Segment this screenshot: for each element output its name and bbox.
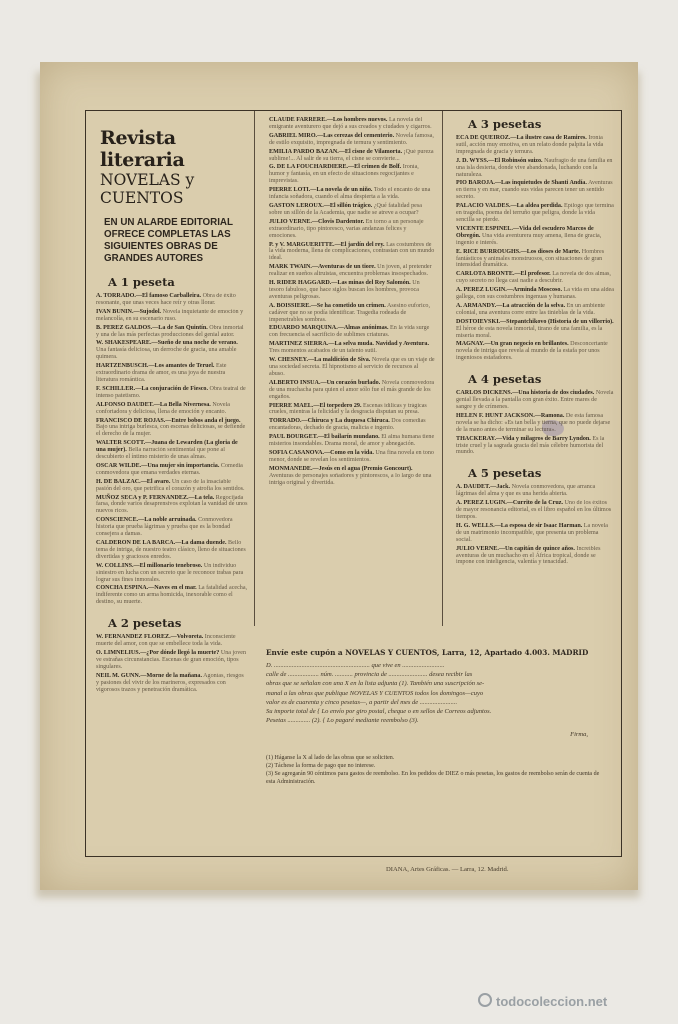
book-description: Un individuo siniestro en lucha con un secreto que le reconoce trabas para lograr sus fines inmorales. — [96, 562, 244, 583]
book-entry — [269, 418, 435, 432]
book-title: P. y V. MARGUERITTE.—El jardín del rey. — [269, 241, 385, 248]
book-description: Una fantasía deliciosa, un derroche de gracia, una amable quimera. — [96, 347, 237, 361]
book-description: Novela conmovedora de una muchacha para quien el amor sólo fue el más grande de los engaños. — [269, 379, 435, 400]
book-entry — [456, 180, 614, 201]
book-title: A. ARMANDY.—La atracción de la selva. — [456, 302, 566, 309]
book-entry — [269, 264, 435, 278]
book-title: PIERRE MAEL.—El torpedero 29. — [269, 402, 362, 409]
book-description: La novela de dos almas, cuyo secreto no llega casi nadie a descubrir. — [456, 271, 611, 285]
book-entry — [269, 117, 435, 131]
book-entry — [269, 242, 435, 263]
book-description: Bello tema de intriga, de nuestro teatro clásico, lleno de situaciones divertidas y graciosos enredos. — [96, 540, 246, 560]
book-entry — [456, 546, 614, 567]
book-description: Un tesoro fabuloso, que hace siglos buscan los hombres, provoca aventuras peligrosas. — [269, 280, 420, 300]
book-list-1 — [96, 293, 248, 606]
book-entry — [96, 402, 248, 416]
book-title: A. BOISSIERE.—Se ha cometido un crimen. — [269, 302, 386, 309]
price-heading-4: A 4 pesetas — [468, 372, 542, 387]
book-entry — [269, 341, 435, 355]
book-entry — [96, 418, 248, 439]
book-entry — [269, 164, 435, 185]
book-description: Novela que es un viaje de una sociedad secreta. El hipnotismo al servicio de recursos al abuso. — [269, 357, 435, 377]
book-title: W. COLLINS.—El millonario tenebroso. — [96, 562, 203, 569]
book-title: W. SHAKESPEARE.—Sueño de una noche de verano. — [96, 340, 238, 347]
printer-imprint: DIANA, Artes Gráficas. — Larra, 12. Madrid. — [386, 866, 509, 873]
book-entry — [96, 463, 248, 477]
book-entry — [269, 380, 435, 401]
book-entry — [456, 341, 614, 362]
book-title: CONCHA ESPINA.—Naves en el mar. — [96, 585, 197, 592]
book-title: EDUARDO MARQUINA.—Almas anónimas. — [269, 325, 389, 332]
price-heading-5: A 5 pesetas — [468, 466, 542, 481]
book-entry — [269, 219, 435, 240]
book-title: NEIL M. GUNN.—Morne de la mañana. — [96, 672, 202, 679]
book-description: Un joven, al pretender realizar en sueños altruistas, encuentra problemas insospechados. — [269, 264, 432, 278]
book-description: Asesino euforico, cadáver que no se podía identificar. Tragedia rodeada de impenetrables sombras. — [269, 302, 430, 323]
book-entry — [456, 271, 614, 285]
book-entry — [269, 203, 435, 217]
price-heading-1: A 1 peseta — [108, 275, 175, 289]
book-entry — [456, 484, 614, 498]
book-description: ¿Qué fatalidad pesa sobre un sillón de la Academia, que nadie se atreve a ocupar? — [269, 202, 422, 216]
book-entry — [269, 466, 435, 487]
book-title: OSCAR WILDE.—Una mujer sin importancia. — [96, 462, 220, 469]
book-description: Una joven ve estrañas circunstancias. Escenas de gran emoción, tipos singulares. — [96, 649, 247, 670]
book-entry — [269, 303, 435, 324]
book-title: PIERRE LOTI.—La novela de un niño. — [269, 187, 373, 194]
coupon-line-3: obras que se señalan con una X en la lista adjunta (1). También una suscripción se- — [266, 680, 485, 688]
book-title: F. SCHILLER.—La conjuración de Fiesco. — [96, 385, 209, 392]
magazine-back-cover — [40, 62, 638, 890]
book-entry — [96, 563, 248, 584]
watermark: todocoleccion.net — [496, 994, 608, 1009]
book-description: Comedia conmovedora que emana verdades eternas. — [96, 462, 243, 476]
book-title: WALTER SCOTT.—Juana de Lewarden (La gloria de una mujer). — [96, 440, 238, 454]
book-description: Tres momentos acabados de un talento sutil. — [269, 348, 377, 355]
book-title: THACKERAY.—Vida y milagros de Barry Lyndon. — [456, 435, 591, 442]
book-title: HELEN F. HUNT JACKSON.—Ramona. — [456, 412, 565, 419]
book-description: Un caso de la insaciable pasión del oro, que petrifica el corazón y atrofia los sentidos. — [96, 478, 245, 492]
column-divider-2 — [442, 111, 443, 626]
book-entry — [96, 479, 248, 493]
book-entry — [269, 450, 435, 464]
book-title: A. TORRADO.—El famoso Carballeira. — [96, 293, 202, 299]
book-entry — [456, 523, 614, 544]
book-description: En un ambiente colonial, una aventura corre entre las tinieblas de la vida. — [456, 302, 605, 316]
book-description: Novela famosa, de estilo exquisito, impregnada de ternura y sentimiento. — [269, 132, 434, 146]
book-description: De esta famosa novela se ha dicho: «Es tan bella y tierna, que no puede dejarse de la mano antes de terminar su lectura». — [456, 412, 611, 433]
magazine-title: Revista literaria — [100, 127, 185, 171]
coupon-note-2: (2) Táchese la forma de pago que no interese. — [266, 763, 376, 770]
book-title: VICENTE ESPINEL.—Vida del escudero Marcos de Obregón. — [456, 225, 594, 239]
book-title: GABRIEL MIRO.—Las cerezas del cementerio. — [269, 132, 395, 139]
book-description: Naufragio de una familia en una isla desierta, donde vive abandonada, luchando con la naturaleza. — [456, 157, 613, 178]
book-title: MARK TWAIN.—Aventuras de un tiore. — [269, 264, 376, 271]
book-title: TORRADO.—Chiruca y La duquesa Chiruca. — [269, 418, 390, 425]
book-title: A. PEREZ LUGIN.—Arminda Moscoso. — [456, 287, 562, 294]
book-title: E. RICE BURROUGHS.—Los dioses de Marte. — [456, 248, 581, 255]
book-entry — [269, 149, 435, 163]
book-entry — [456, 158, 614, 179]
book-entry — [96, 340, 248, 361]
book-description: Novela conmovedora, que arranca lágrimas del alma y que es una herida abierta. — [456, 484, 596, 498]
column-1 — [86, 111, 252, 856]
book-description: Ironía sutil, acción muy emotiva, en un relato donde palpita la vida impregnada de gracia y ternura. — [456, 135, 604, 155]
book-description: La novela de un matrimonio incompatible, que presenta un problema social. — [456, 522, 608, 543]
book-description: Novela genial llevada a la pantalla con gran éxito. Entre mares de sangre y de crímenes. — [456, 390, 614, 410]
book-description: Conmovedora historia que prueba lágrimas y prueba que es la bondad consejera a damas. — [96, 517, 233, 538]
book-title: ECA DE QUEIROZ.—La ilustre casa de Ramires. — [456, 135, 587, 141]
coupon-note-3: (3) Se agregarán 90 céntimos para gastos de reembolso. En los pedidos de DIEZ o más pesetas, los gastos de reembolso serán de cuenta de esta Administración. — [266, 771, 600, 786]
book-title: H. RIDER HAGGARD.—Las minas del Rey Salomón. — [269, 280, 411, 287]
book-entry — [456, 249, 614, 270]
book-title: DOSTOIEVSKI.—Stepantchikovo (Historia de un villorrio). — [456, 318, 614, 325]
book-description: Aventuras de personajes soñadores y pintorescos, a lo largo de una intriga original y divertida. — [269, 472, 432, 486]
book-entry — [269, 133, 435, 147]
column-divider-1 — [254, 111, 255, 626]
book-entry — [456, 226, 614, 247]
book-list-5 — [456, 484, 614, 566]
coupon-line-1: D. ........................................................... que vive en .......................... — [266, 662, 445, 669]
book-description: Es la triste cruel y la sagrada gracia del más célebre humorista del mundo. — [456, 435, 605, 456]
book-title: JULIO VERNE.—Clovis Dardentor. — [269, 218, 365, 225]
book-description: Una fina novela en tono menor, donde se revelan los sentimientos. — [269, 449, 434, 463]
book-title: J. D. WYSS.—El Robinsón suizo. — [456, 157, 543, 164]
book-title: PALACIO VALDES.—La aldea perdida. — [456, 203, 563, 210]
book-title: O. LIMNELIUS.—¿Por dónde llegó la muerte? — [96, 649, 220, 656]
book-title: CARLOS DICKENS.—Una historia de dos ciudades. — [456, 390, 595, 397]
book-title: A. DAUDET.—Jack. — [456, 484, 511, 491]
column-2 — [259, 111, 439, 626]
book-title: CONSCIENCE.—La noble arruinada. — [96, 517, 197, 524]
book-description: Este extraordinario drama de amor, es una joya de nuestra literatura romántica. — [96, 363, 227, 383]
book-entry — [96, 673, 248, 694]
book-description: Desconcertante novela de intriga que revela al mundo de la estafa por unos ingeniosos estafadores. — [456, 341, 608, 362]
coupon-line-2: calle de ................... núm. ........... provincia de ........................ desea recibir las — [266, 671, 473, 679]
book-description: Las costumbres de la vida moderna, llena de complicaciones, contrastan con un mundo ideal. — [269, 241, 435, 262]
book-description: El héroe de esta novela inmortal, tirano de una familia, es la miseria moral. — [456, 325, 603, 339]
book-description: Una vida aventurera muy amena, llena de gracia, ingenio e interés. — [456, 232, 602, 246]
book-title: EMILIA PARDO BAZAN.—El cisne de Vilamorta. — [269, 148, 403, 155]
book-entry — [456, 287, 614, 301]
book-entry — [96, 293, 248, 307]
book-title: IVAN BUNIN.—Sujodol. — [96, 308, 162, 315]
book-description: Inconsciente muerte del amor, con que se embellece toda la vida. — [96, 634, 236, 648]
book-description: Bajo una intriga burlesca, con escenas deliciosas, se defiende el derecho de la mujer. — [96, 424, 246, 438]
coupon-heading: Envíe este cupón a NOVELAS Y CUENTOS, Larra, 12, Apartado 4.003. MADRID — [266, 648, 589, 657]
book-description: Dos comedias encantadoras, dechado de gracia, malicia e ingenio. — [269, 418, 426, 432]
book-title: CALDERON DE LA BARCA.—La dama duende. — [96, 540, 227, 546]
book-title: B. PEREZ GALDOS.—La de San Quintín. — [96, 324, 208, 331]
book-title: W. FERNANDEZ FLOREZ.—Volvoreta. — [96, 634, 204, 641]
watermark-logo-icon — [478, 993, 492, 1007]
book-entry — [96, 309, 248, 323]
book-description: La fatalidad acecha, indiferente como un arma homicida, inexorable como el destino, su muerte. — [96, 585, 248, 606]
book-description: Ironía, humor y fantasía, en un efecto de situaciones regocijantes e imprevistas. — [269, 164, 419, 185]
book-title: H. G. WELLS.—La esposa de sir Isaac Harman. — [456, 522, 583, 529]
book-entry — [96, 540, 248, 561]
book-entry — [96, 495, 248, 516]
book-description: Obra de éxito resonante, que unas veces hace reír y otras llorar. — [96, 293, 236, 306]
book-title: W. CHESNEY.—La maldición de Siva. — [269, 357, 371, 364]
book-entry — [96, 363, 248, 384]
book-entry — [456, 500, 614, 521]
book-entry — [269, 357, 435, 378]
magazine-subtitle: NOVELAS y CUENTOS — [100, 171, 195, 207]
promo-text: EN UN ALARDE EDITORIAL OFRECE COMPLETAS LAS SIGUIENTES OBRAS DE GRANDES AUTORES — [104, 217, 233, 264]
price-heading-3: A 3 pesetas — [468, 117, 542, 131]
book-description: ¡Qué pureza sublime!... Al salir de su tierra, el cisne se convierte... — [269, 148, 434, 162]
book-title: MONMANEDE.—Jesús en el agua (Premio Goncourt). — [269, 465, 413, 472]
book-title: MAGNAY.—Un gran negocio en brillantes. — [456, 341, 569, 348]
book-description: Aventuras en tierra y en mar, cuando sus vidas parecen tener un sentido secreto. — [456, 180, 613, 201]
book-description: Obra teatral de intenso patetismo. — [96, 385, 246, 399]
price-heading-2: A 2 pesetas — [108, 616, 182, 631]
book-description: Hombres fantásticos y animales monstruosos, con situaciones de gran intensidad dramática. — [456, 248, 605, 269]
book-title: HARTZENBUSCH.—Los amantes de Teruel. — [96, 363, 215, 370]
book-description: Uno de los éxitos de mayor resonancia editorial, es el libro español en los últimos tiempos. — [456, 500, 612, 520]
book-title: CLAUDE FARRERE.—Los hombres nuevos. — [269, 117, 388, 123]
book-entry — [96, 585, 248, 606]
book-entry — [456, 319, 614, 340]
book-entry — [96, 325, 248, 339]
book-description: Obra inmortal y una de las más perfectas producciones del genial autor. — [96, 324, 244, 338]
book-description: Epílogo que termina en tragedia, poema del terruño que peligra, donde la vida sencilla se pierde. — [456, 203, 614, 223]
book-entry — [456, 436, 614, 457]
book-entry — [456, 203, 614, 224]
book-list-1b — [269, 117, 435, 487]
coupon-line-7: Pesetas .............. (2). { Lo pagaré mediante reembolso (3). — [266, 717, 419, 725]
book-description: Todo el encanto de una infancia soñadora, cuando el alma despierta a la vida. — [269, 187, 431, 201]
order-coupon — [266, 644, 606, 844]
book-description: Novela confortadora y deliciosa, llena de emoción y encanto. — [96, 401, 230, 415]
book-description: Increíbles aventuras de un muchacho en el África tropical, donde se impone con inteligencia, valentía y tenacidad. — [456, 545, 601, 566]
book-description: Agonías, riesgos y pasiones del vivir de los marineros, expresados con vigorosos trazos y penetración dramática. — [96, 672, 244, 693]
coupon-note-1: (1) Háganse la X al lado de las obras que se soliciten. — [266, 755, 395, 762]
book-description: Escenas idílicas y trágicas crueles, mientras la felicidad y la desgracia disputan su presa. — [269, 402, 427, 416]
book-entry — [269, 403, 435, 417]
book-entry — [96, 386, 248, 400]
book-description: En torno a un personaje extraordinario, tipo pintoresco, varias andanzas felices y emociones. — [269, 218, 424, 239]
book-title: MUÑOZ SECA y P. FERNANDEZ.—La tela. — [96, 494, 215, 501]
book-title: H. DE BALZAC.—El avaro. — [96, 478, 171, 485]
book-title: MARTINEZ SIERRA.—La selva muda. Navidad y Aventura. — [269, 341, 429, 348]
book-title: G. DE LA FOUCHARDIERE.—El crimen de Bolf. — [269, 164, 402, 171]
book-entry — [96, 634, 248, 648]
book-entry — [456, 413, 614, 434]
book-title: CARLOTA BRONTE.—El profesor. — [456, 271, 551, 278]
book-entry — [456, 135, 614, 156]
book-entry — [96, 517, 248, 538]
book-entry — [96, 650, 248, 671]
book-description: La novela del emigrante aventurero que dejó a sus creados y ciudades y cigarros. — [269, 117, 432, 130]
book-entry — [269, 325, 435, 339]
book-entry — [269, 434, 435, 448]
book-title: ALBERTO INSUA.—Un corazón burlado. — [269, 379, 381, 386]
coupon-line-4: manal a las obras que publique NOVELAS Y CUENTOS todos los domingos—cuyo — [266, 689, 484, 697]
column-3 — [446, 111, 618, 626]
book-entry — [456, 390, 614, 411]
book-description: Bella narración sentimental que pone al descubierto el íntimo misterio de unas almas. — [96, 447, 225, 461]
book-list-2 — [96, 634, 248, 693]
book-title: A. PEREZ LUGIN.—Currito de la Cruz. — [456, 500, 563, 507]
book-title: PIO BAROJA.—Las inquietudes de Shanti Andía. — [456, 180, 587, 187]
book-description: En la vida surge con frecuencia el sacrificio de sublimes criaturas. — [269, 325, 430, 339]
book-title: ALFONSO DAUDET.—La Bella Nivernesa. — [96, 401, 211, 408]
book-entry — [96, 440, 248, 461]
book-description: El alma humana tiene misterios insondables. Drama moral, de amor y abnegación. — [269, 434, 435, 448]
book-description: La vida en una aldea gallega, con sus costumbres ingenuas y humanas. — [456, 287, 614, 301]
book-description: Regocijada farsa, donde varios desaprensivos explotan la vanidad de unos nuevos ricos. — [96, 494, 248, 515]
signature-label: Firma, — [570, 731, 588, 739]
book-list-3 — [456, 135, 614, 362]
book-entry — [456, 303, 614, 317]
book-entry — [269, 280, 435, 301]
book-list-4 — [456, 390, 614, 456]
coupon-notes — [266, 754, 606, 786]
book-title: GASTON LEROUX.—El sillón trágico. — [269, 202, 373, 209]
book-title: PAUL BOURGET.—El bailarín mundano. — [269, 434, 380, 441]
coupon-line-6: Su importe total de { Lo envío por giro postal, cheque o en sellos de Correos adjuntos. — [266, 708, 492, 716]
book-title: FRANCISCO DE ROJAS.—Entre bobos anda el juego. — [96, 417, 241, 424]
book-description: Novela inquietante de emoción y melancolía, en su escenario ruso. — [96, 308, 244, 322]
book-entry — [269, 187, 435, 201]
coupon-line-5: valor es de cuarenta y cinco pesetas—, a partir del mes de ....................... — [266, 698, 458, 706]
book-title: JULIO VERNE.—Un capitán de quince años. — [456, 545, 575, 552]
book-title: SOFIA CASANOVA.—Como en la vida. — [269, 449, 374, 456]
